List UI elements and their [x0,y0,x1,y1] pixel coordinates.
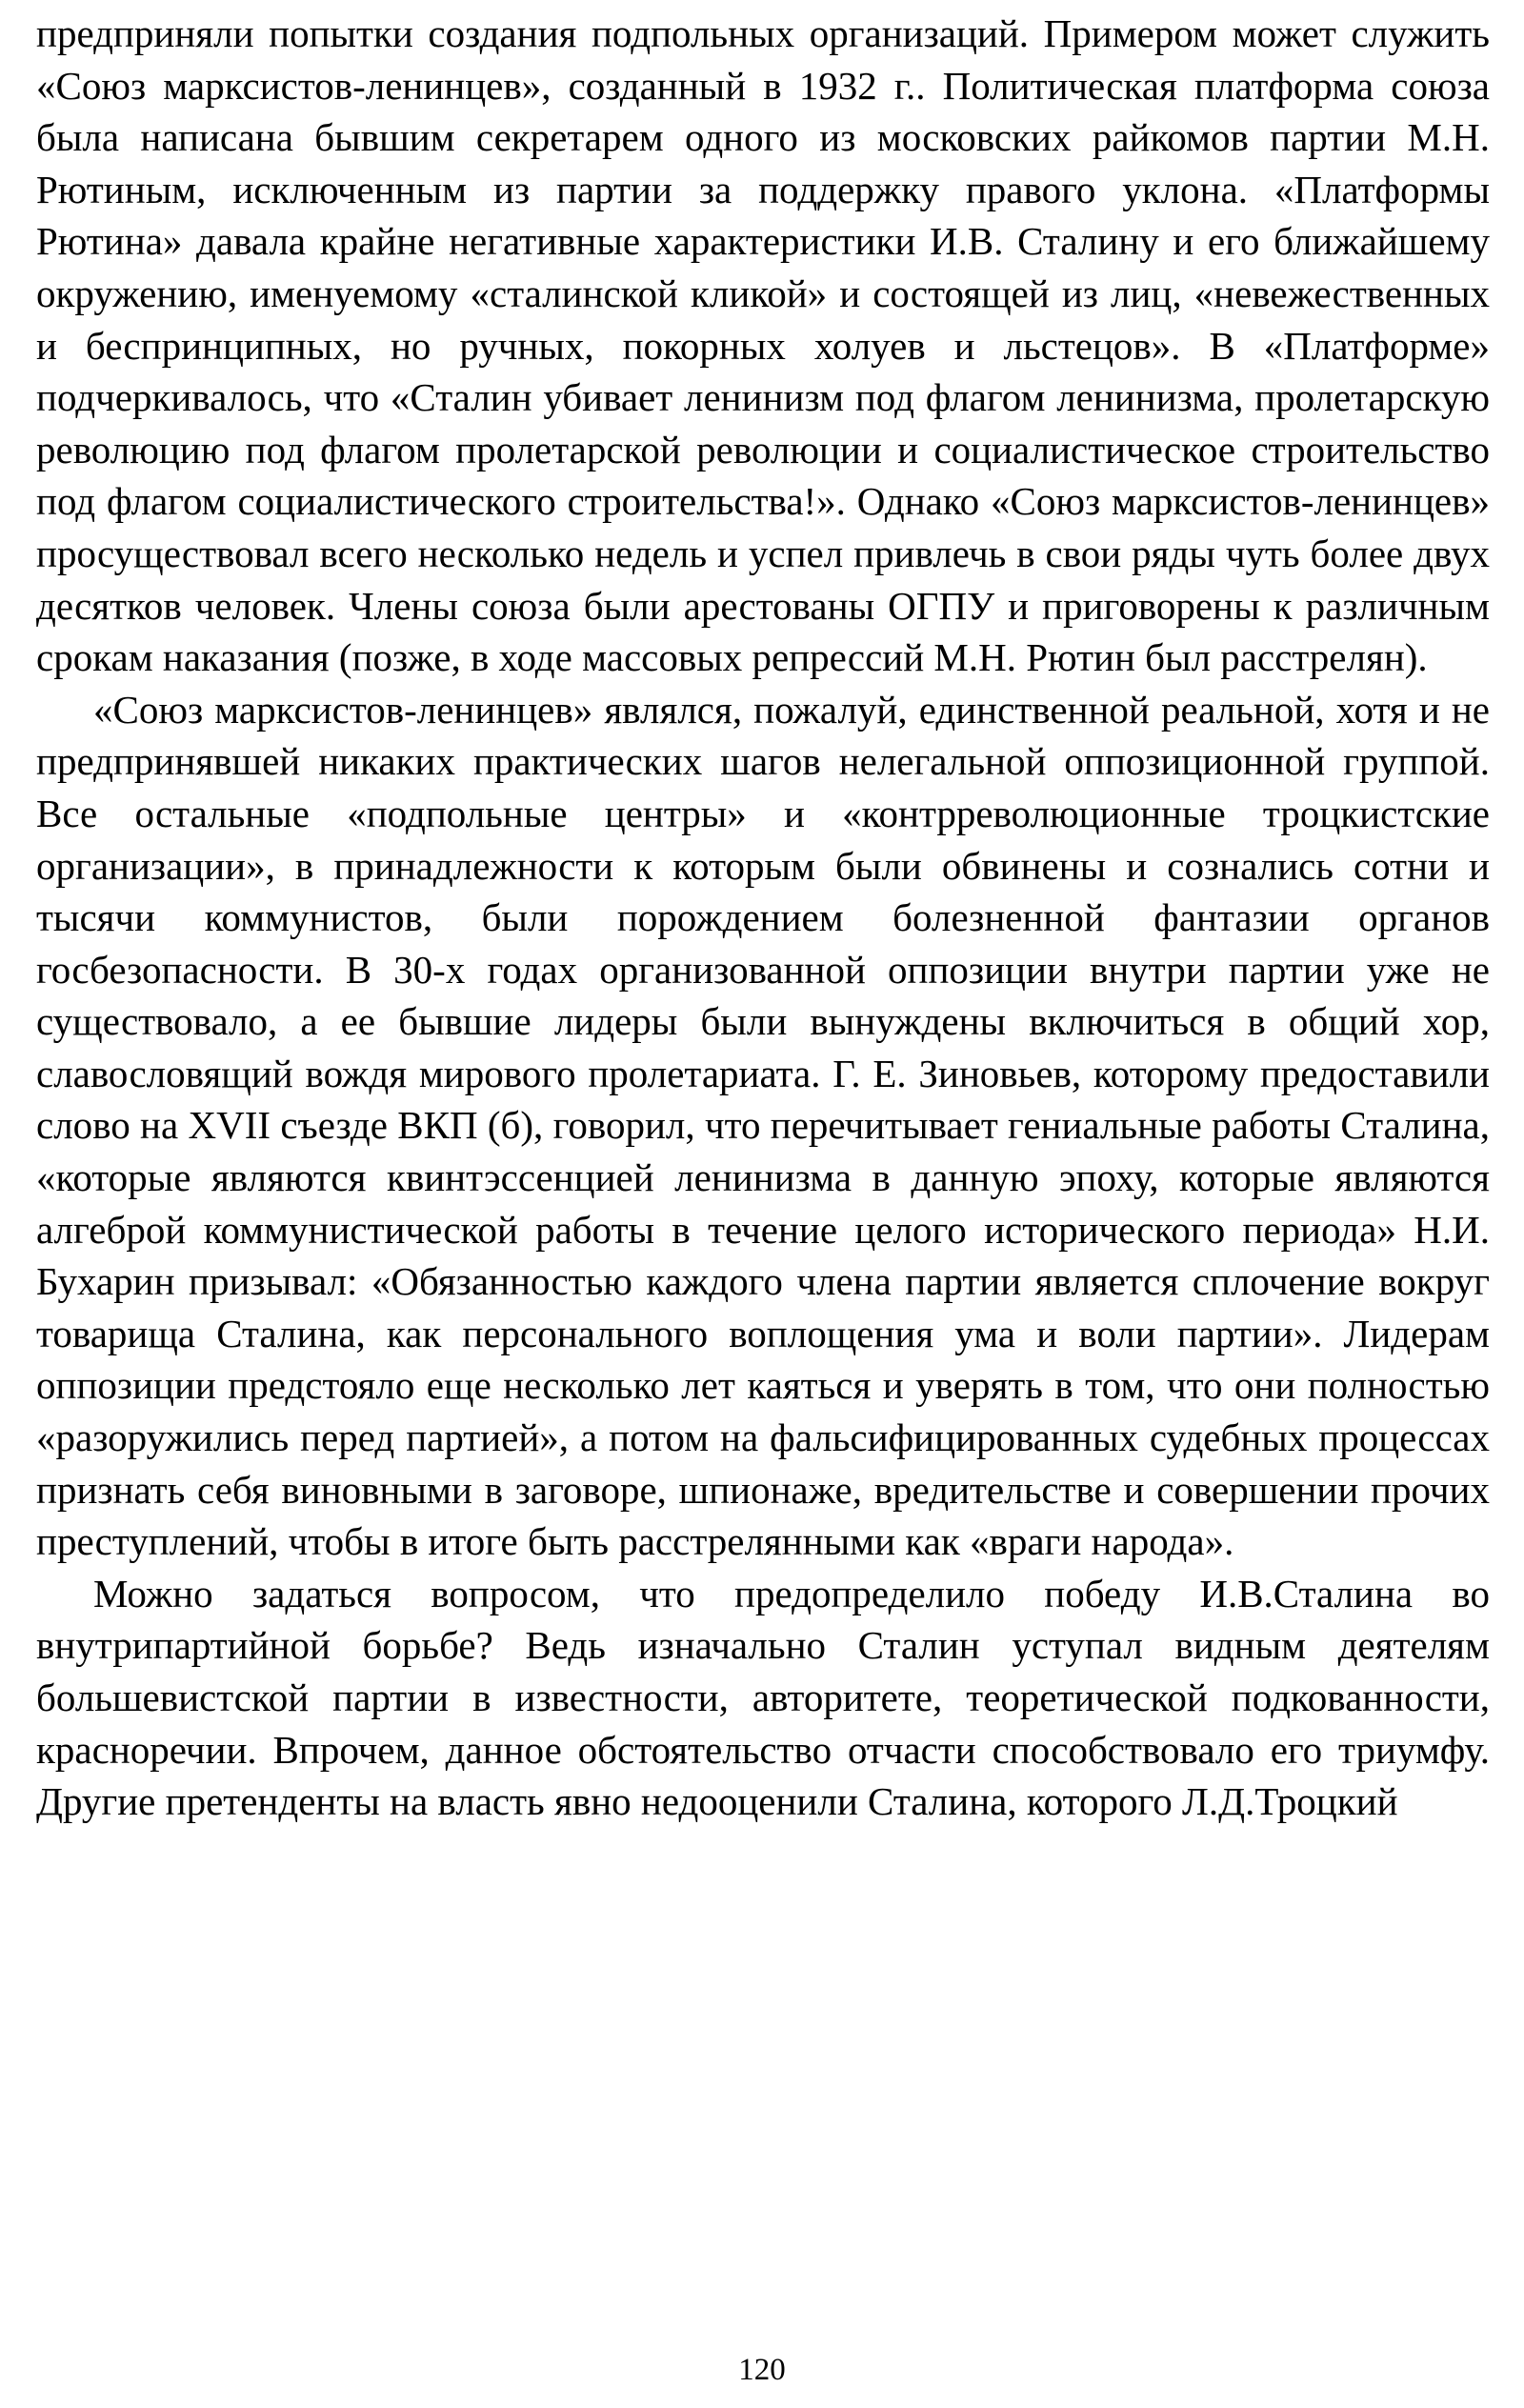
paragraph-opposition-groups: «Союз марксистов-ленинцев» являлся, пожалуй, единственной реальной, хотя и не предпринявшей никаких практических шагов нелегальной оппозиционной группой. Все остальные «подпольные центры» и «контрреволюционные троцкистские организации», в принадлежности к которым были обвинены и сознались сотни и тысячи коммунистов, были порождением болезненной фантазии органов госбезопасности. В 30-х годах организованной оппозиции внутри партии уже не существовало, а ее бывшие лидеры были вынуждены включиться в общий хор, славословящий вождя мирового пролетариата. Г. Е. Зиновьев, которому предоставили слово на XVII съезде ВКП (б), говорил, что перечитывает гениальные работы Сталина, «которые являются квинтэссенцией ленинизма в данную эпоху, которые являются алгеброй коммунистической работы в течение целого исторического периода» Н.И. Бухарин призывал: «Обязанностью каждого члена партии является сплочение вокруг товарища Сталина, как персонального воплощения ума и воли партии». Лидерам оппозиции предстояло еще несколько лет каяться и уверять в том, что они полностью «разоружились перед партией», а потом на фальсифицированных судебных процессах признать себя виновными в заговоре, шпионаже, вредительстве и совершении прочих преступлений, чтобы в итоге быть расстрелянными как «враги народа». [36,687,1490,1564]
page-number: 120 [738,2353,786,2387]
body-text [36,8,1490,1828]
paragraph-stalin-victory: Можно задаться вопросом, что предопределило победу И.В.Сталина во внутрипартийной борьбе? Ведь изначально Сталин уступал видным деятелям большевистской партии в известности, авторитете, теоретической подкованности, красноречии. Впрочем, данное обстоятельство отчасти способствовало его триумфу. Другие претенденты на власть явно недооценили Сталина, которого Л.Д.Троцкий [36,1571,1490,1824]
paragraph-rutin-platform: предприняли попытки создания подпольных организаций. Примером может служить «Союз марксистов-ленинцев», созданный в 1932 г.. Политическая платформа союза была написана бывшим секретарем одного из московских райкомов партии М.Н. Рютиным, исключенным из партии за поддержку правого уклона. «Платформы Рютина» давала крайне негативные характеристики И.В. Сталину и его ближайшему окружению, именуемому «сталинской кликой» и состоящей из лиц, «невежественных и беспринципных, но ручных, покорных холуев и льстецов». В «Платформе» подчеркивалось, что «Сталин убивает ленинизм под флагом ленинизма, пролетарскую революцию под флагом пролетарской революции и социалистическое строительство под флагом социалистического строительства!». Однако «Союз марксистов-ленинцев» просуществовал всего несколько недель и успел привлечь в свои ряды чуть более двух десятков человек. Члены союза были арестованы ОГПУ и приговорены к различным срокам наказания (позже, в ходе массовых репрессий М.Н. Рютин был расстрелян). [36,11,1490,680]
